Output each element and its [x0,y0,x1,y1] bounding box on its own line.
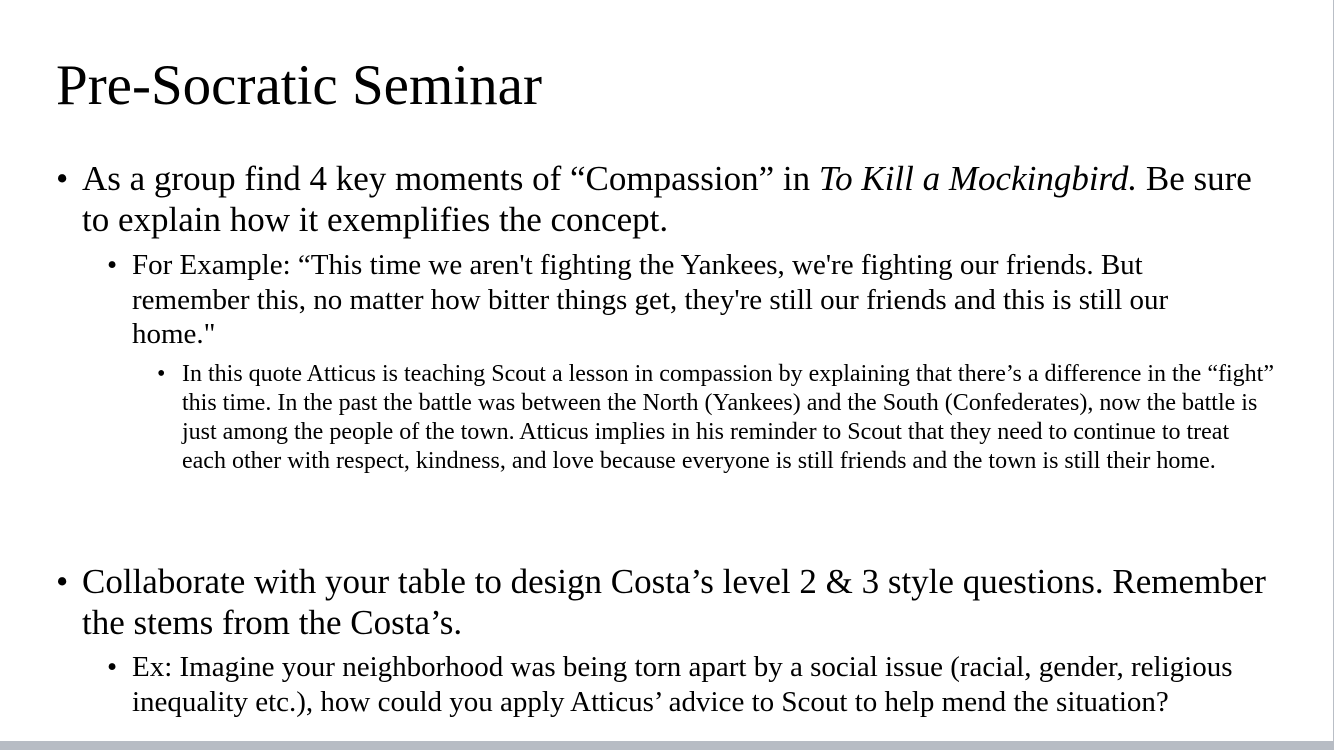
bullet-compassion-task [56,158,1271,240]
bullet-marker: • [107,249,118,281]
book-title: To Kill a Mockingbird. [818,159,1138,198]
bullet-text-end: Be sure to explain how it exemplifies the concept. [82,159,1252,239]
bullet-costa-example [107,650,1257,719]
bullet-text: In this quote Atticus is teaching Scout a lesson in compassion by explaining that there’s a difference in the “fight” this time. In the past the battle was between the North (Yankees) and the South (Confederates), now the battle is just among the people of the town. Atticus implies in his reminder to Scout that they need to continue to treat each other with respect, kindness, and love because everyone is still friends and the town is still their home. [182,361,1274,474]
bullet-marker: • [56,562,69,601]
bullet-marker: • [56,159,69,198]
bullet-marker: • [107,651,118,683]
bullet-quote-explanation [157,360,1277,476]
bullet-text: For Example: “This time we aren't fighting the Yankees, we're fighting our friends. But remember this, no matter how bitter things get, they're still our friends and this is still our home." [132,249,1169,350]
bullet-marker: • [157,361,166,387]
bullet-text [56,158,1271,240]
slide-title: Pre-Socratic Seminar [56,54,542,117]
bullet-example-quote [107,248,1257,352]
bullet-text: Collaborate with your table to design Costa’s level 2 & 3 style questions. Remember the stems from the Costa’s. [82,562,1266,642]
horizontal-scrollbar[interactable] [0,741,1334,750]
bullet-text-start: As a group find 4 key moments of “Compassion” in [82,159,819,198]
bullet-costa-questions [56,561,1271,643]
bullet-text: Ex: Imagine your neighborhood was being torn apart by a social issue (racial, gender, religious inequality etc.), how could you apply Atticus’ advice to Scout to help mend the situation? [132,651,1233,718]
